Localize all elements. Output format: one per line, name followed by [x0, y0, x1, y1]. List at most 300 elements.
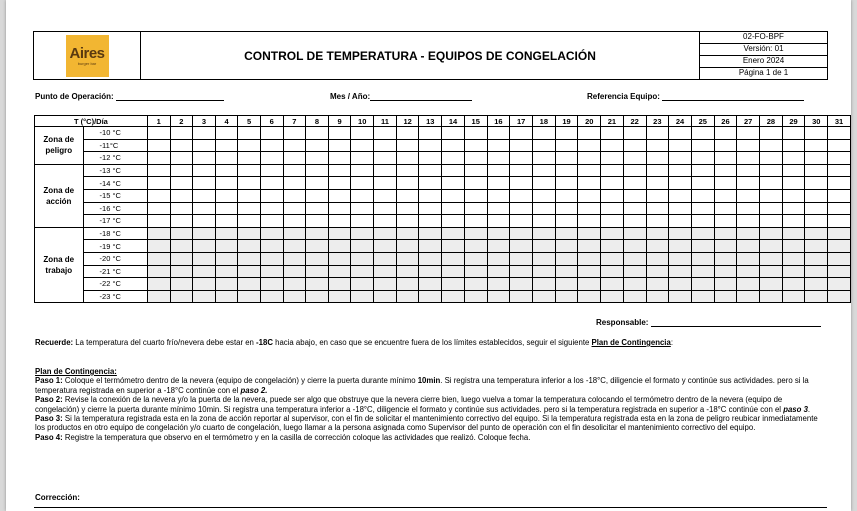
day-cell[interactable] [510, 227, 533, 240]
day-cell[interactable] [578, 189, 601, 202]
day-cell[interactable] [532, 278, 555, 291]
day-cell[interactable] [782, 215, 805, 228]
day-cell[interactable] [782, 290, 805, 303]
day-cell[interactable] [691, 252, 714, 265]
responsable-input-line[interactable] [651, 318, 821, 327]
day-cell[interactable] [260, 127, 283, 140]
day-cell[interactable] [623, 152, 646, 165]
day-cell[interactable] [510, 189, 533, 202]
day-cell[interactable] [170, 215, 193, 228]
day-cell[interactable] [147, 177, 170, 190]
day-cell[interactable] [419, 290, 442, 303]
day-cell[interactable] [646, 215, 669, 228]
day-cell[interactable] [487, 202, 510, 215]
day-cell[interactable] [419, 177, 442, 190]
day-cell[interactable] [669, 215, 692, 228]
day-cell[interactable] [260, 278, 283, 291]
day-cell[interactable] [464, 215, 487, 228]
day-cell[interactable] [555, 227, 578, 240]
day-cell[interactable] [805, 152, 828, 165]
day-cell[interactable] [578, 265, 601, 278]
day-cell[interactable] [283, 278, 306, 291]
day-cell[interactable] [396, 127, 419, 140]
day-cell[interactable] [170, 202, 193, 215]
day-cell[interactable] [555, 278, 578, 291]
day-cell[interactable] [487, 278, 510, 291]
day-cell[interactable] [283, 177, 306, 190]
day-cell[interactable] [578, 127, 601, 140]
day-cell[interactable] [487, 290, 510, 303]
day-cell[interactable] [283, 227, 306, 240]
day-cell[interactable] [805, 189, 828, 202]
day-cell[interactable] [464, 278, 487, 291]
day-cell[interactable] [828, 240, 851, 253]
day-cell[interactable] [419, 152, 442, 165]
day-cell[interactable] [170, 227, 193, 240]
day-cell[interactable] [328, 215, 351, 228]
day-cell[interactable] [646, 177, 669, 190]
day-cell[interactable] [147, 265, 170, 278]
day-cell[interactable] [828, 215, 851, 228]
day-cell[interactable] [260, 177, 283, 190]
day-cell[interactable] [351, 227, 374, 240]
day-cell[interactable] [510, 215, 533, 228]
day-cell[interactable] [374, 152, 397, 165]
day-cell[interactable] [306, 177, 329, 190]
day-cell[interactable] [555, 127, 578, 140]
punto-input-line[interactable] [116, 92, 224, 101]
day-cell[interactable] [532, 202, 555, 215]
day-cell[interactable] [464, 152, 487, 165]
day-cell[interactable] [442, 152, 465, 165]
day-cell[interactable] [760, 127, 783, 140]
day-cell[interactable] [646, 252, 669, 265]
day-cell[interactable] [714, 290, 737, 303]
day-cell[interactable] [487, 139, 510, 152]
day-cell[interactable] [396, 189, 419, 202]
day-cell[interactable] [669, 152, 692, 165]
day-cell[interactable] [193, 152, 216, 165]
day-cell[interactable] [464, 127, 487, 140]
day-cell[interactable] [532, 227, 555, 240]
day-cell[interactable] [828, 152, 851, 165]
day-cell[interactable] [714, 152, 737, 165]
day-cell[interactable] [442, 215, 465, 228]
day-cell[interactable] [669, 278, 692, 291]
day-cell[interactable] [442, 265, 465, 278]
day-cell[interactable] [601, 164, 624, 177]
day-cell[interactable] [510, 164, 533, 177]
day-cell[interactable] [691, 127, 714, 140]
day-cell[interactable] [805, 290, 828, 303]
day-cell[interactable] [782, 265, 805, 278]
day-cell[interactable] [374, 290, 397, 303]
day-cell[interactable] [215, 152, 238, 165]
day-cell[interactable] [760, 139, 783, 152]
day-cell[interactable] [215, 189, 238, 202]
day-cell[interactable] [532, 252, 555, 265]
day-cell[interactable] [646, 240, 669, 253]
day-cell[interactable] [306, 252, 329, 265]
day-cell[interactable] [737, 215, 760, 228]
day-cell[interactable] [328, 127, 351, 140]
day-cell[interactable] [714, 139, 737, 152]
day-cell[interactable] [805, 139, 828, 152]
day-cell[interactable] [646, 139, 669, 152]
day-cell[interactable] [805, 164, 828, 177]
day-cell[interactable] [170, 252, 193, 265]
day-cell[interactable] [419, 127, 442, 140]
day-cell[interactable] [760, 240, 783, 253]
day-cell[interactable] [170, 265, 193, 278]
day-cell[interactable] [193, 127, 216, 140]
day-cell[interactable] [442, 252, 465, 265]
day-cell[interactable] [464, 252, 487, 265]
day-cell[interactable] [419, 189, 442, 202]
day-cell[interactable] [238, 202, 261, 215]
day-cell[interactable] [306, 164, 329, 177]
day-cell[interactable] [782, 202, 805, 215]
day-cell[interactable] [419, 202, 442, 215]
day-cell[interactable] [170, 164, 193, 177]
day-cell[interactable] [532, 240, 555, 253]
day-cell[interactable] [782, 139, 805, 152]
day-cell[interactable] [238, 227, 261, 240]
day-cell[interactable] [351, 215, 374, 228]
day-cell[interactable] [691, 152, 714, 165]
day-cell[interactable] [464, 164, 487, 177]
day-cell[interactable] [374, 202, 397, 215]
day-cell[interactable] [578, 278, 601, 291]
day-cell[interactable] [714, 240, 737, 253]
day-cell[interactable] [215, 240, 238, 253]
day-cell[interactable] [306, 290, 329, 303]
day-cell[interactable] [782, 227, 805, 240]
day-cell[interactable] [374, 164, 397, 177]
day-cell[interactable] [464, 177, 487, 190]
day-cell[interactable] [623, 202, 646, 215]
day-cell[interactable] [532, 215, 555, 228]
day-cell[interactable] [260, 227, 283, 240]
day-cell[interactable] [306, 152, 329, 165]
day-cell[interactable] [374, 252, 397, 265]
day-cell[interactable] [646, 227, 669, 240]
day-cell[interactable] [532, 127, 555, 140]
day-cell[interactable] [238, 215, 261, 228]
day-cell[interactable] [510, 278, 533, 291]
day-cell[interactable] [464, 189, 487, 202]
day-cell[interactable] [306, 278, 329, 291]
day-cell[interactable] [306, 227, 329, 240]
day-cell[interactable] [510, 290, 533, 303]
day-cell[interactable] [215, 252, 238, 265]
day-cell[interactable] [601, 252, 624, 265]
day-cell[interactable] [737, 240, 760, 253]
day-cell[interactable] [442, 240, 465, 253]
day-cell[interactable] [805, 240, 828, 253]
day-cell[interactable] [578, 240, 601, 253]
day-cell[interactable] [170, 139, 193, 152]
day-cell[interactable] [714, 164, 737, 177]
day-cell[interactable] [532, 139, 555, 152]
day-cell[interactable] [669, 265, 692, 278]
day-cell[interactable] [328, 177, 351, 190]
day-cell[interactable] [532, 189, 555, 202]
day-cell[interactable] [782, 164, 805, 177]
day-cell[interactable] [396, 265, 419, 278]
day-cell[interactable] [283, 164, 306, 177]
day-cell[interactable] [782, 127, 805, 140]
day-cell[interactable] [260, 202, 283, 215]
day-cell[interactable] [760, 290, 783, 303]
day-cell[interactable] [623, 252, 646, 265]
day-cell[interactable] [828, 227, 851, 240]
day-cell[interactable] [464, 240, 487, 253]
day-cell[interactable] [669, 252, 692, 265]
day-cell[interactable] [691, 227, 714, 240]
day-cell[interactable] [215, 139, 238, 152]
day-cell[interactable] [238, 139, 261, 152]
day-cell[interactable] [691, 265, 714, 278]
day-cell[interactable] [170, 177, 193, 190]
day-cell[interactable] [260, 189, 283, 202]
day-cell[interactable] [623, 278, 646, 291]
day-cell[interactable] [487, 215, 510, 228]
day-cell[interactable] [193, 240, 216, 253]
day-cell[interactable] [238, 152, 261, 165]
day-cell[interactable] [555, 252, 578, 265]
day-cell[interactable] [555, 202, 578, 215]
day-cell[interactable] [147, 227, 170, 240]
day-cell[interactable] [760, 278, 783, 291]
day-cell[interactable] [601, 152, 624, 165]
day-cell[interactable] [828, 252, 851, 265]
day-cell[interactable] [532, 152, 555, 165]
correccion-line[interactable] [34, 507, 827, 508]
day-cell[interactable] [238, 265, 261, 278]
day-cell[interactable] [147, 278, 170, 291]
day-cell[interactable] [805, 252, 828, 265]
day-cell[interactable] [283, 139, 306, 152]
day-cell[interactable] [170, 278, 193, 291]
day-cell[interactable] [510, 127, 533, 140]
day-cell[interactable] [193, 252, 216, 265]
day-cell[interactable] [737, 189, 760, 202]
day-cell[interactable] [419, 278, 442, 291]
day-cell[interactable] [442, 177, 465, 190]
day-cell[interactable] [396, 202, 419, 215]
day-cell[interactable] [805, 265, 828, 278]
day-cell[interactable] [351, 177, 374, 190]
day-cell[interactable] [828, 290, 851, 303]
day-cell[interactable] [260, 152, 283, 165]
day-cell[interactable] [669, 127, 692, 140]
day-cell[interactable] [669, 139, 692, 152]
day-cell[interactable] [510, 252, 533, 265]
day-cell[interactable] [828, 127, 851, 140]
day-cell[interactable] [760, 252, 783, 265]
day-cell[interactable] [737, 278, 760, 291]
day-cell[interactable] [396, 240, 419, 253]
day-cell[interactable] [760, 265, 783, 278]
day-cell[interactable] [578, 290, 601, 303]
day-cell[interactable] [737, 177, 760, 190]
day-cell[interactable] [737, 290, 760, 303]
day-cell[interactable] [215, 202, 238, 215]
day-cell[interactable] [260, 240, 283, 253]
day-cell[interactable] [283, 215, 306, 228]
day-cell[interactable] [737, 202, 760, 215]
day-cell[interactable] [215, 215, 238, 228]
day-cell[interactable] [283, 240, 306, 253]
day-cell[interactable] [170, 189, 193, 202]
day-cell[interactable] [147, 202, 170, 215]
day-cell[interactable] [601, 202, 624, 215]
day-cell[interactable] [193, 189, 216, 202]
day-cell[interactable] [487, 177, 510, 190]
day-cell[interactable] [464, 227, 487, 240]
day-cell[interactable] [419, 215, 442, 228]
day-cell[interactable] [555, 177, 578, 190]
day-cell[interactable] [623, 139, 646, 152]
day-cell[interactable] [510, 240, 533, 253]
day-cell[interactable] [487, 240, 510, 253]
day-cell[interactable] [374, 177, 397, 190]
day-cell[interactable] [805, 215, 828, 228]
day-cell[interactable] [532, 265, 555, 278]
day-cell[interactable] [193, 202, 216, 215]
referencia-input-line[interactable] [662, 92, 804, 101]
day-cell[interactable] [464, 265, 487, 278]
day-cell[interactable] [442, 189, 465, 202]
day-cell[interactable] [578, 227, 601, 240]
day-cell[interactable] [351, 189, 374, 202]
day-cell[interactable] [623, 164, 646, 177]
day-cell[interactable] [328, 290, 351, 303]
day-cell[interactable] [374, 278, 397, 291]
day-cell[interactable] [532, 290, 555, 303]
day-cell[interactable] [737, 139, 760, 152]
day-cell[interactable] [147, 189, 170, 202]
day-cell[interactable] [782, 152, 805, 165]
day-cell[interactable] [555, 265, 578, 278]
day-cell[interactable] [215, 290, 238, 303]
day-cell[interactable] [396, 290, 419, 303]
day-cell[interactable] [193, 290, 216, 303]
day-cell[interactable] [601, 278, 624, 291]
day-cell[interactable] [487, 127, 510, 140]
day-cell[interactable] [737, 252, 760, 265]
day-cell[interactable] [578, 177, 601, 190]
day-cell[interactable] [238, 189, 261, 202]
day-cell[interactable] [306, 139, 329, 152]
day-cell[interactable] [578, 215, 601, 228]
day-cell[interactable] [691, 202, 714, 215]
day-cell[interactable] [737, 227, 760, 240]
day-cell[interactable] [215, 227, 238, 240]
day-cell[interactable] [193, 139, 216, 152]
day-cell[interactable] [170, 152, 193, 165]
day-cell[interactable] [374, 215, 397, 228]
day-cell[interactable] [691, 215, 714, 228]
day-cell[interactable] [828, 189, 851, 202]
day-cell[interactable] [193, 278, 216, 291]
day-cell[interactable] [283, 189, 306, 202]
day-cell[interactable] [669, 177, 692, 190]
day-cell[interactable] [351, 240, 374, 253]
day-cell[interactable] [555, 240, 578, 253]
day-cell[interactable] [238, 240, 261, 253]
day-cell[interactable] [147, 164, 170, 177]
day-cell[interactable] [510, 139, 533, 152]
day-cell[interactable] [351, 290, 374, 303]
day-cell[interactable] [193, 164, 216, 177]
day-cell[interactable] [714, 227, 737, 240]
day-cell[interactable] [147, 139, 170, 152]
day-cell[interactable] [805, 227, 828, 240]
day-cell[interactable] [306, 202, 329, 215]
day-cell[interactable] [306, 265, 329, 278]
day-cell[interactable] [828, 202, 851, 215]
day-cell[interactable] [328, 240, 351, 253]
day-cell[interactable] [555, 152, 578, 165]
day-cell[interactable] [260, 290, 283, 303]
day-cell[interactable] [238, 164, 261, 177]
day-cell[interactable] [623, 177, 646, 190]
day-cell[interactable] [442, 139, 465, 152]
day-cell[interactable] [805, 127, 828, 140]
day-cell[interactable] [283, 202, 306, 215]
day-cell[interactable] [737, 152, 760, 165]
day-cell[interactable] [374, 227, 397, 240]
day-cell[interactable] [782, 177, 805, 190]
day-cell[interactable] [442, 202, 465, 215]
day-cell[interactable] [555, 189, 578, 202]
day-cell[interactable] [782, 278, 805, 291]
day-cell[interactable] [555, 215, 578, 228]
day-cell[interactable] [283, 152, 306, 165]
day-cell[interactable] [601, 177, 624, 190]
day-cell[interactable] [328, 252, 351, 265]
day-cell[interactable] [351, 265, 374, 278]
day-cell[interactable] [669, 290, 692, 303]
day-cell[interactable] [442, 290, 465, 303]
day-cell[interactable] [260, 164, 283, 177]
day-cell[interactable] [828, 139, 851, 152]
day-cell[interactable] [215, 164, 238, 177]
day-cell[interactable] [555, 290, 578, 303]
day-cell[interactable] [328, 139, 351, 152]
day-cell[interactable] [396, 177, 419, 190]
day-cell[interactable] [396, 215, 419, 228]
day-cell[interactable] [396, 152, 419, 165]
day-cell[interactable] [396, 164, 419, 177]
day-cell[interactable] [601, 227, 624, 240]
day-cell[interactable] [601, 127, 624, 140]
day-cell[interactable] [328, 227, 351, 240]
day-cell[interactable] [147, 127, 170, 140]
day-cell[interactable] [351, 252, 374, 265]
day-cell[interactable] [510, 177, 533, 190]
day-cell[interactable] [669, 189, 692, 202]
day-cell[interactable] [147, 252, 170, 265]
day-cell[interactable] [351, 278, 374, 291]
day-cell[interactable] [578, 252, 601, 265]
day-cell[interactable] [691, 189, 714, 202]
day-cell[interactable] [760, 152, 783, 165]
day-cell[interactable] [623, 265, 646, 278]
day-cell[interactable] [805, 177, 828, 190]
